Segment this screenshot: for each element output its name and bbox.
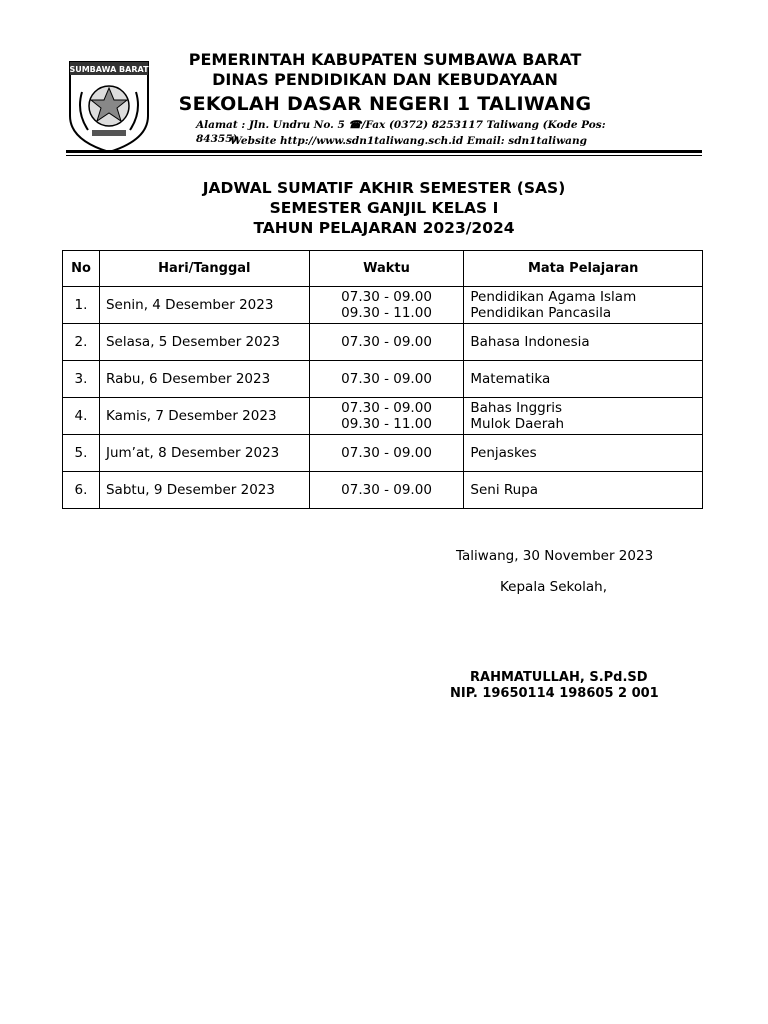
header-divider-thin xyxy=(66,155,702,156)
header-waktu: Waktu xyxy=(309,251,464,287)
subject-name: Bahasa Indonesia xyxy=(470,334,590,350)
time-slot: 07.30 - 09.00 xyxy=(341,445,432,461)
row-day-date: Rabu, 6 Desember 2023 xyxy=(99,361,309,398)
letterhead xyxy=(150,50,620,118)
time-slot: 07.30 - 09.00 xyxy=(341,371,432,387)
title-line-3: TAHUN PELAJARAN 2023/2024 xyxy=(253,219,515,237)
title-line-2: SEMESTER GANJIL KELAS I xyxy=(269,199,499,217)
table-row xyxy=(63,472,703,509)
signature-place-date: Taliwang, 30 November 2023 xyxy=(456,548,654,564)
signatory-nip: NIP. 19650114 198605 2 001 xyxy=(450,686,659,701)
row-subject xyxy=(464,435,703,472)
row-day-date: Kamis, 7 Desember 2023 xyxy=(99,398,309,435)
subject-name: Mulok Daerah xyxy=(470,416,565,432)
header-hari-tanggal: Hari/Tanggal xyxy=(99,251,309,287)
row-subject xyxy=(464,398,703,435)
row-time xyxy=(309,435,464,472)
table-row xyxy=(63,361,703,398)
row-day-date: Jum’at, 8 Desember 2023 xyxy=(99,435,309,472)
subject-name: Seni Rupa xyxy=(470,482,539,498)
header-mata-pelajaran: Mata Pelajaran xyxy=(464,251,703,287)
row-no: 1. xyxy=(63,287,100,324)
time-slot: 07.30 - 09.00 xyxy=(341,400,432,416)
table-row xyxy=(63,324,703,361)
time-slot: 09.30 - 11.00 xyxy=(341,305,432,321)
row-time xyxy=(309,287,464,324)
row-no: 2. xyxy=(63,324,100,361)
school-website: Website http://www.sdn1taliwang.sch.id Email: sdn1taliwang xyxy=(230,135,587,147)
table-row xyxy=(63,398,703,435)
header-divider-thick xyxy=(66,150,702,153)
row-time xyxy=(309,398,464,435)
row-no: 4. xyxy=(63,398,100,435)
subject-name: Pendidikan Agama Islam xyxy=(470,289,637,305)
signatory-name: RAHMATULLAH, S.Pd.SD xyxy=(470,670,648,685)
row-time xyxy=(309,324,464,361)
government-name: PEMERINTAH KABUPATEN SUMBAWA BARAT xyxy=(188,50,582,69)
time-slot: 07.30 - 09.00 xyxy=(341,482,432,498)
regency-emblem-logo xyxy=(66,58,152,154)
row-no: 5. xyxy=(63,435,100,472)
title-line-1: JADWAL SUMATIF AKHIR SEMESTER (SAS) xyxy=(202,179,566,197)
row-subject xyxy=(464,361,703,398)
department-name: DINAS PENDIDIKAN DAN KEBUDAYAAN xyxy=(212,70,558,89)
table-row xyxy=(63,435,703,472)
table-row xyxy=(63,287,703,324)
subject-name: Bahas Inggris xyxy=(470,400,563,416)
time-slot: 07.30 - 09.00 xyxy=(341,289,432,305)
subject-name: Matematika xyxy=(470,371,551,387)
row-subject xyxy=(464,287,703,324)
time-slot: 07.30 - 09.00 xyxy=(341,334,432,350)
schedule-table xyxy=(62,250,703,509)
row-time xyxy=(309,361,464,398)
row-no: 6. xyxy=(63,472,100,509)
subject-name: Pendidikan Pancasila xyxy=(470,305,612,321)
school-name: SEKOLAH DASAR NEGERI 1 TALIWANG xyxy=(178,93,592,115)
time-slot: 09.30 - 11.00 xyxy=(341,416,432,432)
document-title xyxy=(64,178,704,238)
header-no: No xyxy=(63,251,100,287)
row-day-date: Sabtu, 9 Desember 2023 xyxy=(99,472,309,509)
row-day-date: Senin, 4 Desember 2023 xyxy=(99,287,309,324)
svg-text:SUMBAWA BARAT: SUMBAWA BARAT xyxy=(69,65,149,74)
table-header-row xyxy=(63,251,703,287)
row-subject xyxy=(464,472,703,509)
row-time xyxy=(309,472,464,509)
signature-role: Kepala Sekolah, xyxy=(500,579,607,595)
row-subject xyxy=(464,324,703,361)
subject-name: Penjaskes xyxy=(470,445,537,461)
school-address: Alamat : Jln. Undru No. 5 ☎/Fax (0372) 8253117 Taliwang (Kode Pos: 84355) xyxy=(196,119,606,145)
row-no: 3. xyxy=(63,361,100,398)
row-day-date: Selasa, 5 Desember 2023 xyxy=(99,324,309,361)
